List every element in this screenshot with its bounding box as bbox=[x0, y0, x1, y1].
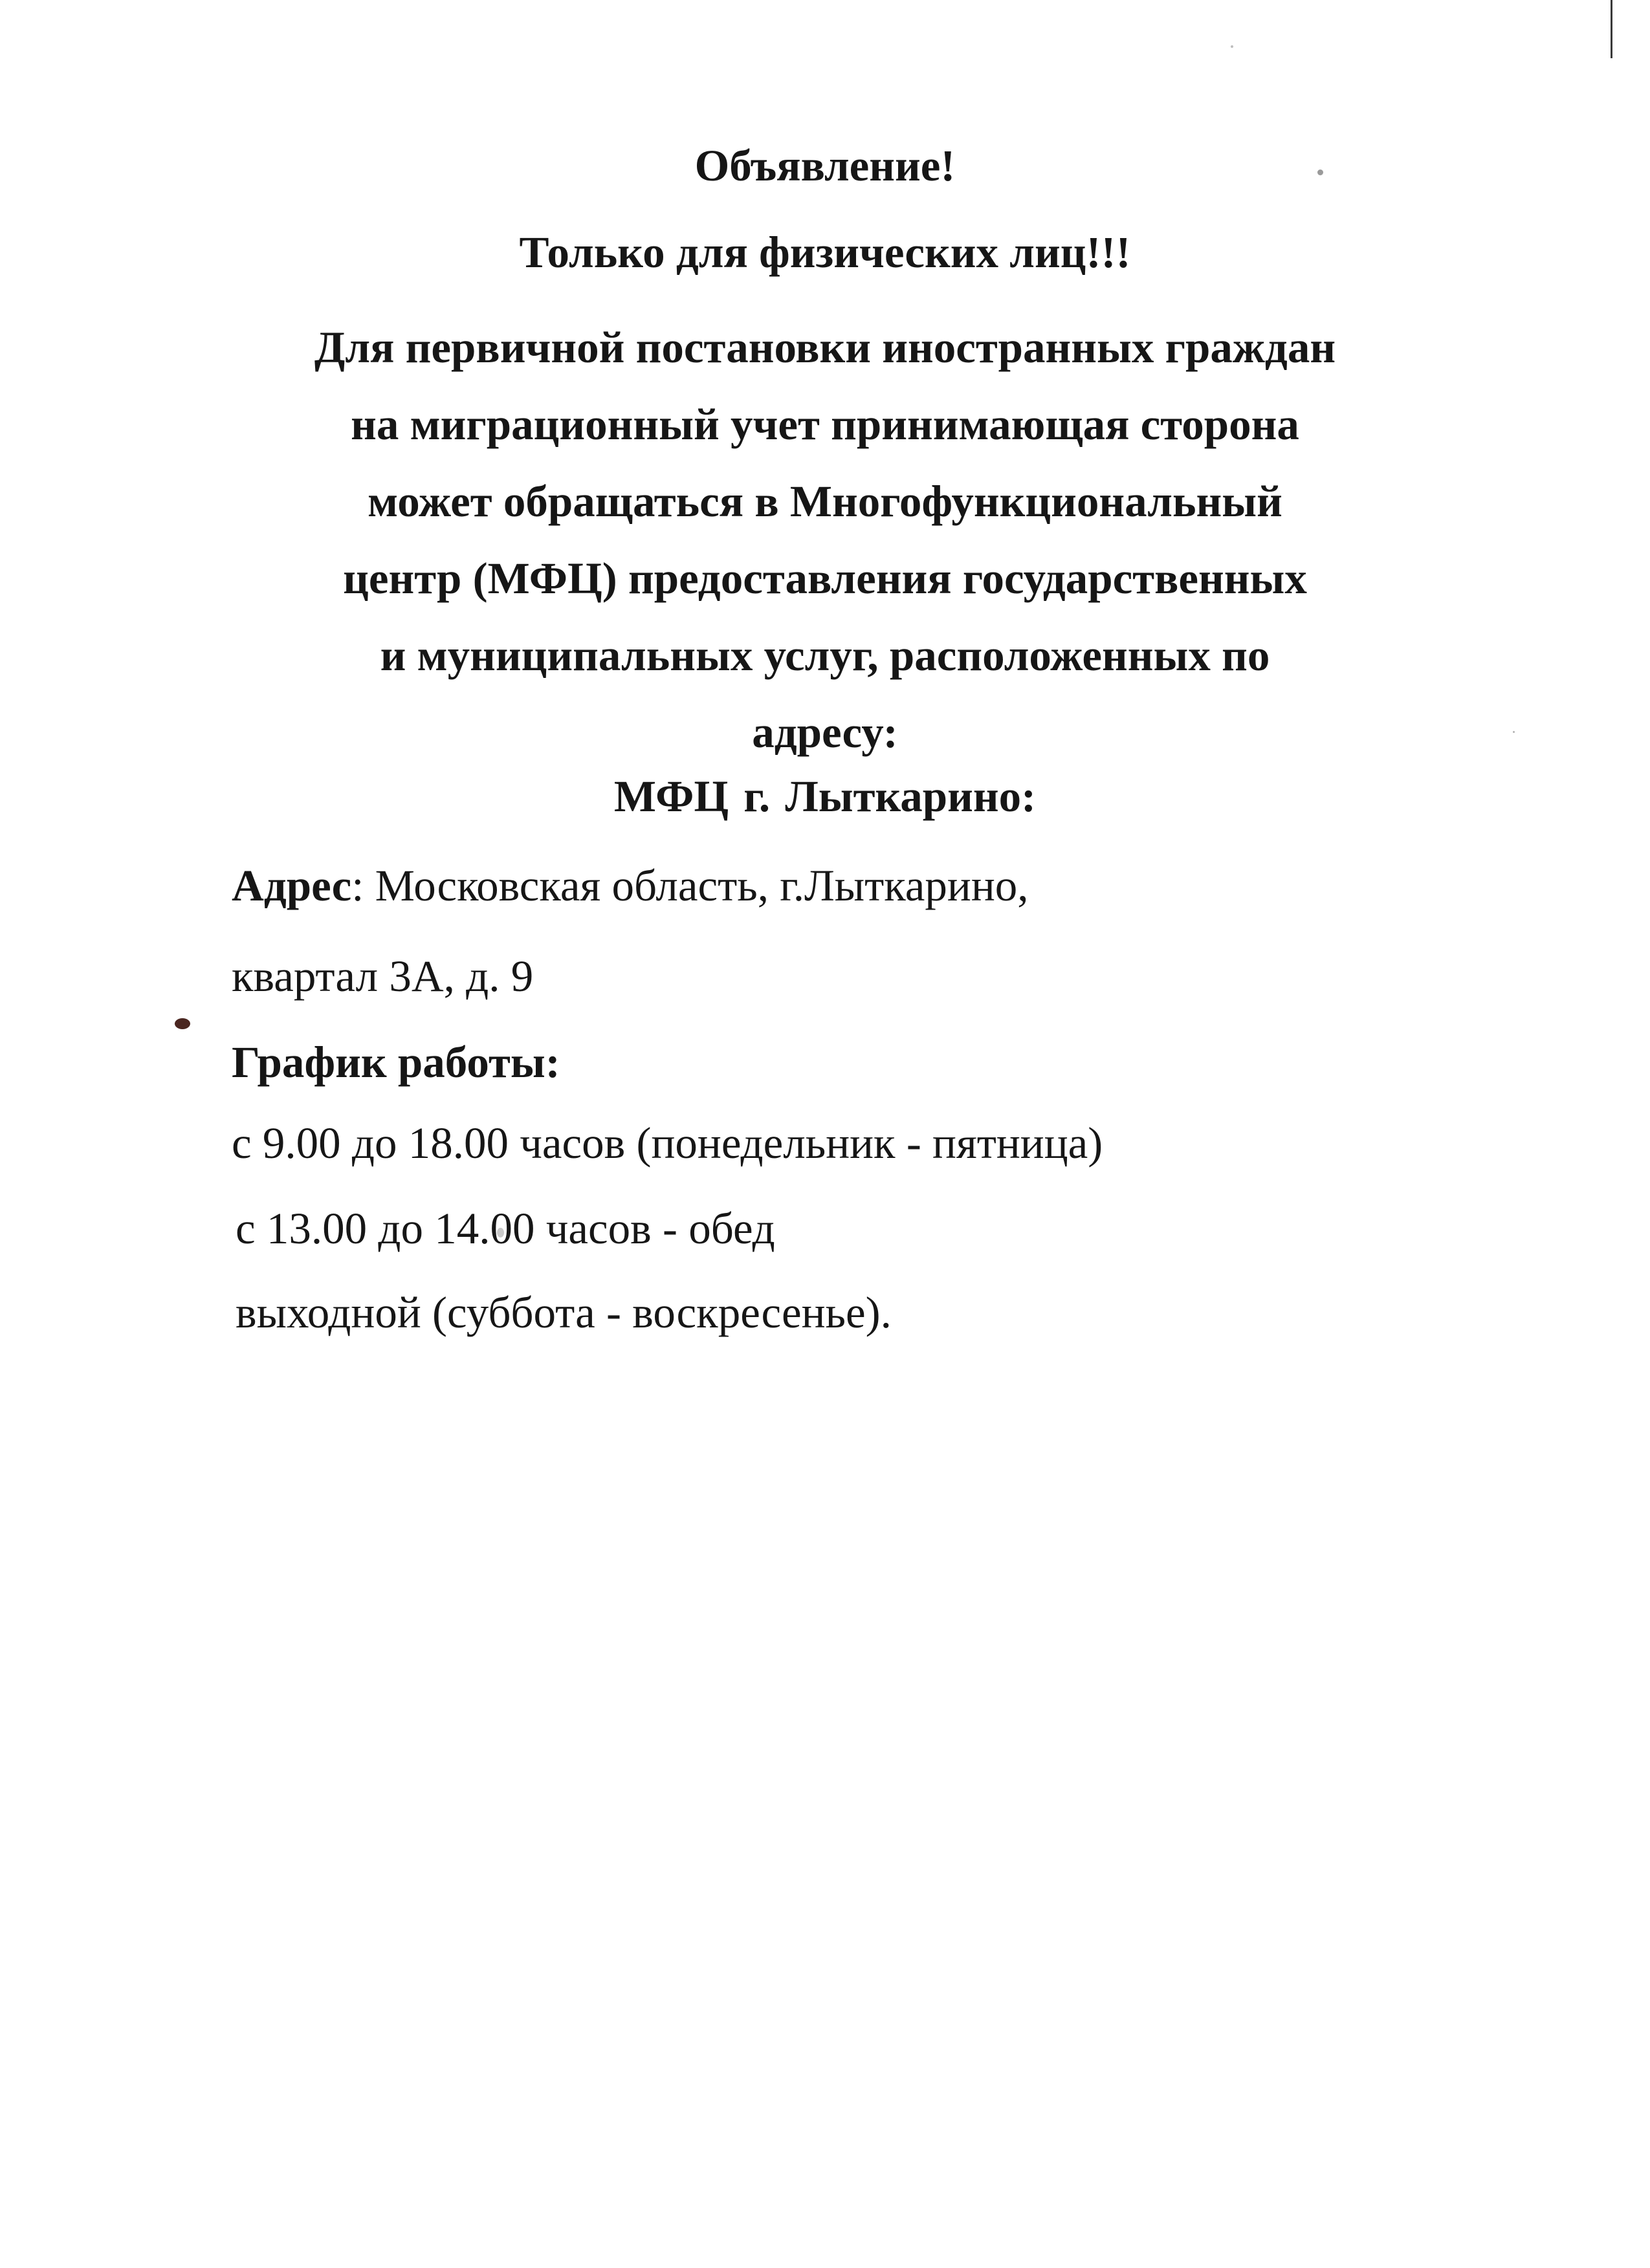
intro-line: на миграционный учет принимающая сторона bbox=[351, 400, 1299, 449]
scan-edge-mark bbox=[1611, 0, 1612, 58]
address-text: : Московская область, г.Лыткарино, bbox=[351, 861, 1029, 910]
intro-line: центр (МФЦ) предоставления государственных bbox=[343, 554, 1307, 603]
schedule-label: График работы: bbox=[232, 1038, 560, 1087]
announcement-subtitle: Только для физических лиц!!! bbox=[519, 228, 1131, 277]
office-title: МФЦ г. Лыткарино: bbox=[613, 772, 1037, 821]
schedule-weekdays: с 9.00 до 18.00 часов (понедельник - пятница) bbox=[232, 1118, 1103, 1168]
scan-speck bbox=[1231, 45, 1233, 48]
announcement-title: Объявление! bbox=[694, 141, 956, 190]
intro-line: может обращаться в Многофункциональный bbox=[368, 477, 1282, 526]
announcement-intro bbox=[194, 309, 1456, 771]
schedule-lunch: с 13.00 до 14.00 часов - обед bbox=[236, 1204, 775, 1253]
address-line-1 bbox=[232, 861, 1029, 910]
schedule-days-off: выходной (суббота - воскресенье). bbox=[236, 1288, 892, 1337]
address-label: Адрес bbox=[232, 861, 352, 910]
scan-speck bbox=[1513, 731, 1515, 733]
intro-line: Для первичной постановки иностранных граждан bbox=[314, 323, 1336, 372]
address-line-2: квартал 3А, д. 9 bbox=[232, 952, 534, 1001]
ink-blot bbox=[175, 1018, 190, 1029]
intro-line: и муниципальных услуг, расположенных по bbox=[380, 631, 1270, 680]
intro-line: адресу: bbox=[752, 708, 898, 757]
